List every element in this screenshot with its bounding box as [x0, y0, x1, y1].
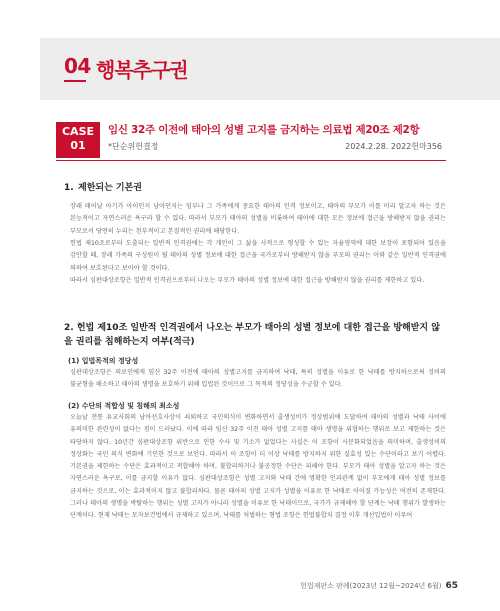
case-date: 2024.2.28. 2022헌마356	[345, 142, 442, 151]
case-title: 임신 32주 이전에 태아의 성별 고지를 금지하는 의료법 제20조 제2항	[108, 124, 420, 136]
section-heading	[64, 180, 142, 193]
case-badge	[56, 122, 100, 158]
paragraph: 따라서 심판대상조항은 일반적 인격권으로부터 나오는 부모가 태아의 성별 정보에 대한 접근을 방해받지 않을 권리를 제한하고 있다.	[70, 277, 425, 284]
page-footer	[300, 581, 458, 591]
section-number: 2.	[64, 323, 74, 333]
case-decision-type: *단순위헌결정	[108, 142, 159, 151]
chapter-number: 04	[64, 54, 91, 78]
publication-name: 헌법재판소 판례(2023년 12월~2024년 6월)	[300, 582, 442, 590]
case-divider	[56, 160, 446, 161]
section-title: 헌법 제10조 일반적 인격권에서 나오는 부모가 태아의 성별 정보에 대한 접근을 방해받지 않을 권리를 침해하는지 여부(적극)	[64, 323, 440, 347]
paragraph: 심판대상조항은 의료인에게 임신 32주 이전에 태아의 성별고지를 금지하여 낙태, 특히 성별을 이유로 한 낙태를 방지하으로써 성비의 불균형을 해소하고 태아의 생명을 보호하기 위해 입법된 것이므로 그 목적의 정당성을 수긍할 수 있다.	[70, 369, 446, 389]
subsection-label: (1) 입법목적의 정당성	[68, 357, 139, 365]
section-heading	[64, 321, 446, 349]
paragraph: 오늘날 전통 유교사회의 남아선호사상이 쇠퇴하고 국민의식이 변화하면서 출생성비가 정상범위에 도달하여 태아의 성별과 낙태 사이에 유의미한 관련성이 없다는 점이 드러났다. 이에 따라 임신 32주 이전 태아 성별 고지를 태아 생명을 위협하는 행위로 보고 제한하는 것은 타당하지 않다. 10년간 심판대상조항 위반으로 인한 수사 및 기소가 없었다는 사실은 이 조항이 사문화되었음을 의미하며, 출생성비의 정상화는 국민 의식 변화에 기인한 것으로 보인다. 따라서 이 조항이 더 이상 낙태를 방지하지 위한 실효성 있는 수단이라고 보기 어렵다. 기본권을 제한하는 수단은 효과적이고 적합해야 하며, 불합리하거나 불공정한 수단은 피해야 한다. 부모가 태아 성별을 알고자 하는 것은 자연스러운 욕구로, 이를 금지할 이유가 없다. 심판대상조항은 성별 고지와 낙태 간에 명확한 인과관계 없이 부모에게 태아 성별 정보를 금지하는 것으로, 이는 효과적이지 않고 불합리하다. 물론 태아의 성별 고지가 성별을 이유로 한 낙태로 이어질 가능성은 여전히 존재한다. 그러나 태아의 생명을 박탈하는 행위는 성별 고지가 아니라 성별을 이유로 한 낙태이므로, 국가가 규제해야 할 단계는 낙태 행위가 발생하는 단계이다. 현재 낙태는 모자보건법에서 규제하고 있으며, 낙태를 처벌하는 형법 조항은 헌법불합치 결정 이후 개선입법이 이루어	[70, 414, 446, 520]
chapter-number-underline	[64, 80, 86, 82]
case-badge-number: 01	[70, 139, 86, 152]
chapter-banner	[40, 38, 500, 100]
section-title: 제한되는 기본권	[78, 183, 142, 193]
case-badge-label: CASE	[61, 125, 95, 138]
paragraph: 장래 태어날 아기가 아이인지 남아인지는 임부나 그 가족에게 중요한 태아의 인격 정보이고, 태아의 부모가 이를 미리 알고자 하는 것은 본능적이고 자연스러운 욕구라 할 수 있다. 따라서 부모가 태아의 성별을 비롯하여 태아에 대한 모든 정보에 접근을 방해받지 않을 권리는 부모로서 당연히 누리는 천부적이고 본질적인 권리에 해당한다.	[70, 203, 446, 235]
paragraph: 헌법 제10조로부터 도출되는 일반적 인격권에는 각 개인이 그 삶을 사적으로 형성할 수 있는 자율영역에 대한 보장이 포함되어 있음을 감안할 때, 장래 가족의 구성원이 될 태아의 성별 정보에 대한 접근을 국가로부터 방해받지 않을 부모의 권리는 이와 같은 일반적 인격권에 의하여 보호된다고 보아야 할 것이다.	[70, 240, 446, 272]
chapter-title: 행복추구권	[96, 58, 188, 82]
subsection-label: (2) 수단의 적합성 및 침해의 최소성	[68, 402, 180, 410]
page-number: 65	[445, 581, 458, 591]
section-number: 1.	[64, 183, 74, 193]
